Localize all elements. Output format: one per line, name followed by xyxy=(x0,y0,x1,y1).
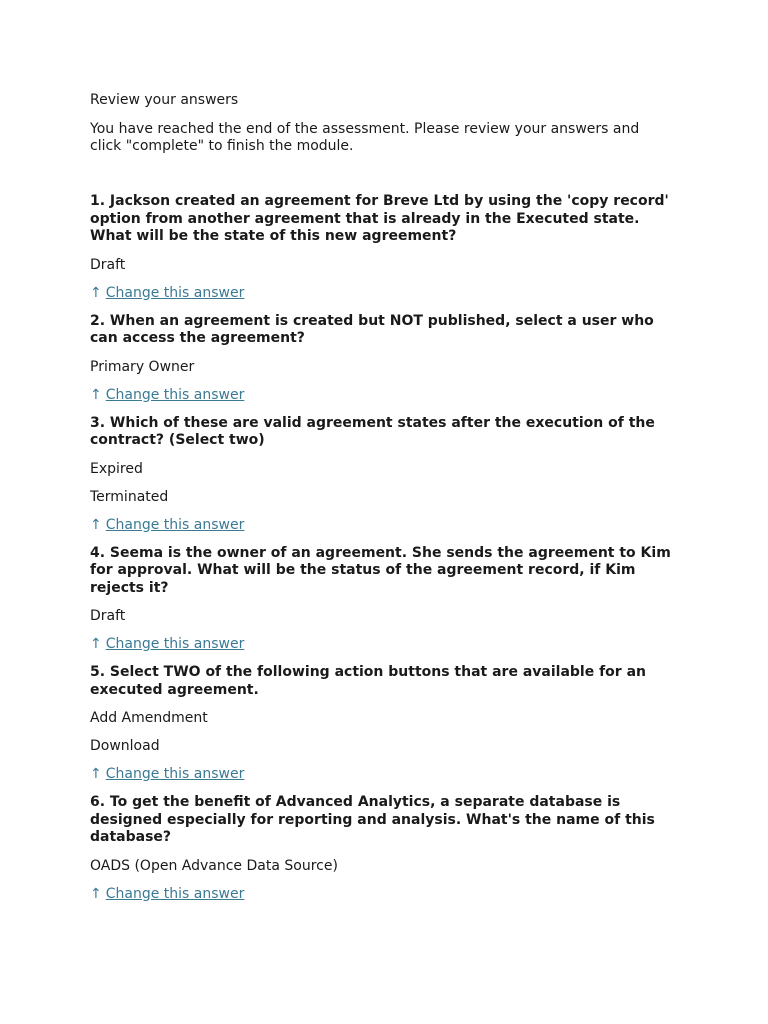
arrow-up-icon: ↑ xyxy=(90,636,102,652)
change-answer-label: Change this answer xyxy=(105,885,245,902)
arrow-up-icon: ↑ xyxy=(90,516,102,533)
change-answer-label: Change this answer xyxy=(105,516,245,533)
arrow-up-icon: ↑ xyxy=(90,284,102,301)
arrow-up-icon: ↑ xyxy=(90,766,102,782)
change-answer-label: Change this answer xyxy=(105,636,245,652)
answer-text: Draft xyxy=(90,608,126,624)
intro-text: You have reached the end of the assessment. Please review your answers and click "complete" to finish the module. xyxy=(90,121,640,154)
questions-list xyxy=(90,193,672,903)
answer-text: Primary Owner xyxy=(90,358,195,375)
change-answer-label: Change this answer xyxy=(105,766,245,782)
question-text: 3. Which of these are valid agreement states after the execution of the contract? (Select two) xyxy=(90,414,655,448)
change-answer-link-3[interactable] xyxy=(90,517,244,534)
question-text: 1. Jackson created an agreement for Breve Ltd by using the 'copy record' option from another agreement that is already in the Executed state. What will be the state of this new agreement? xyxy=(90,193,669,244)
answer-text: Add Amendment xyxy=(90,710,208,726)
change-answer-link-5[interactable] xyxy=(90,766,244,783)
answer-text: Expired xyxy=(90,460,143,477)
question-text: 2. When an agreement is created but NOT published, select a user who can access the agreement? xyxy=(90,312,654,346)
question-6 xyxy=(90,794,672,903)
question-text: 5. Select TWO of the following action buttons that are available for an executed agreement. xyxy=(90,664,646,698)
change-answer-link-1[interactable] xyxy=(90,285,244,302)
question-text: 6. To get the benefit of Advanced Analytics, a separate database is designed especially for reporting and analysis. What's the name of this database? xyxy=(90,794,655,845)
question-text: 4. Seema is the owner of an agreement. She sends the agreement to Kim for approval. What will be the status of the agreement record, if Kim rejects it? xyxy=(90,544,671,596)
change-answer-link-2[interactable] xyxy=(90,387,244,404)
answer-text: Draft xyxy=(90,256,126,273)
arrow-up-icon: ↑ xyxy=(90,386,102,403)
answer-text: Download xyxy=(90,738,160,754)
question-4 xyxy=(90,545,672,654)
change-answer-label: Change this answer xyxy=(105,284,245,301)
question-1 xyxy=(90,193,672,302)
question-2 xyxy=(90,313,672,404)
arrow-up-icon: ↑ xyxy=(90,885,102,902)
change-answer-label: Change this answer xyxy=(105,386,245,403)
page-title: Review your answers xyxy=(90,92,239,108)
change-answer-link-6[interactable] xyxy=(90,886,244,903)
question-5 xyxy=(90,664,672,783)
answer-text: OADS (Open Advance Data Source) xyxy=(90,857,338,874)
change-answer-link-4[interactable] xyxy=(90,636,244,653)
answer-text: Terminated xyxy=(90,488,169,505)
question-3 xyxy=(90,415,672,534)
